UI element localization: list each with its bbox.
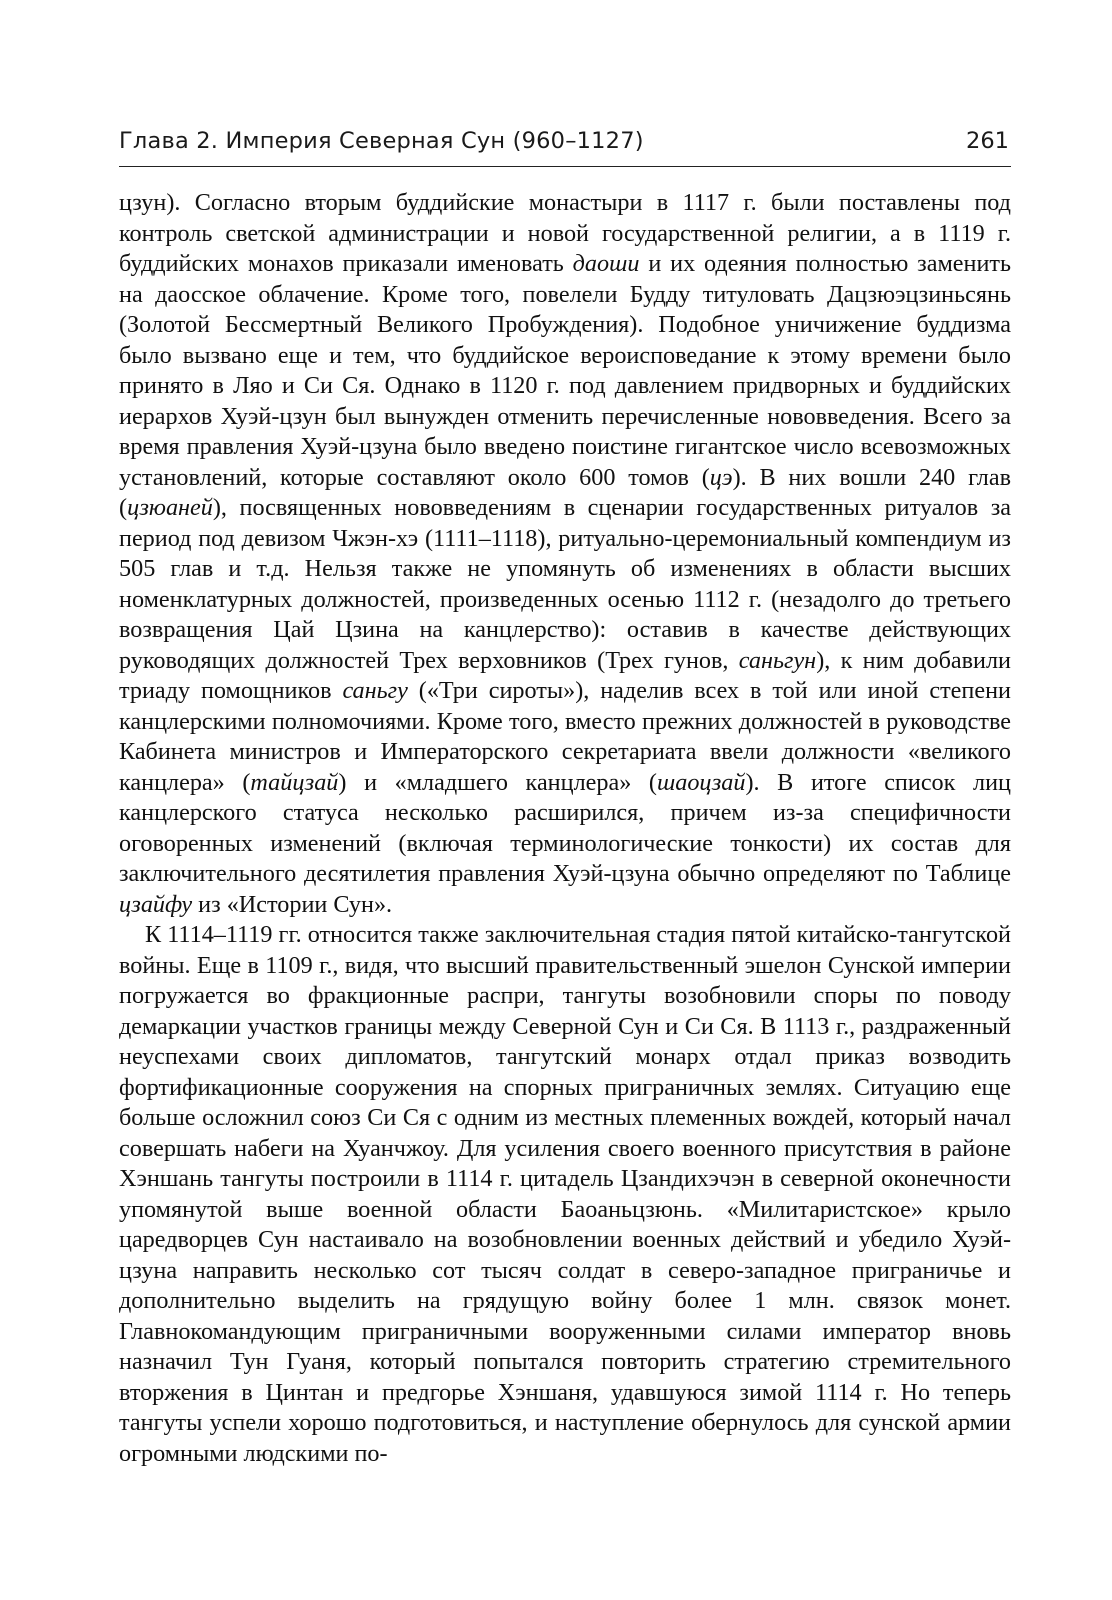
text-run: ). В них вошли 240 глав (	[119, 463, 1011, 521]
body-text	[119, 188, 1011, 1469]
text-run: и их одеяния полностью заменить на даосское облачение. Кроме того, повелели Будду титуловать Дацзюэцзиньсянь (Золотой Бессмертный Великого Пробуждения). Подобное уничижение буддизма было вызвано еще и тем, что буддийское вероисповедание к этому времени было принято в Ляо и Си Ся. Однако в 1120 г. под давлением придворных и буддийских иерархов Хуэй-цзун был вынужден отменить перечисленные нововведения. Всего за время правления Хуэй-цзуна было введено поистине гигантское число всевозможных установлений, которые составляют около 600 томов (	[119, 250, 1012, 491]
italic-term: саньгун	[738, 646, 817, 674]
chapter-title: Глава 2. Империя Северная Сун (960–1127)	[119, 128, 644, 154]
italic-term: саньгу	[342, 677, 408, 704]
text-run: из «Истории Сун».	[192, 890, 393, 918]
text-run: («Три сироты»), наделив всех в той или иной степени канцлерскими полномочиями. Кроме того, вместо прежних должностей в руководстве Кабинета министров и Императорского секретариата ввели должности «великого канцлера» (	[119, 677, 1011, 796]
italic-term: тайцзай	[250, 768, 339, 796]
text-run: К 1114–1119 гг. относится также заключительная стадия пятой китайско-тангутской войны. Еще в 1109 г., видя, что высший правительственный эшелон Сунской империи погружается во фракционные распри, тангуты возобновили споры по поводу демаркации участков границы между Северной Сун и Си Ся. В 1113 г., раздраженный неуспехами своих дипломатов, тангутский монарх отдал приказ возводить фортификационные сооружения на спорных приграничных землях. Ситуацию еще больше осложнил союз Си Ся с одним из местных племенных вождей, который начал совершать набеги на Хуанчжоу. Для усиления своего военного присутствия в районе Хэншань тангуты построили в 1114 г. цитадель Цзандихэчэн в северной оконечности упомянутой выше военной области Баоаньцзюнь. «Милитаристское» крыло царедворцев Сун настаивало на возобновлении военных действий и убедило Хуэй-цзуна направить несколько сот тысяч солдат в северо-западное приграничье и дополнительно выделить на грядущую войну более 1 млн. связок монет. Главнокомандующим приграничными вооруженными силами император вновь назначил Тун Гуаня, который попытался повторить стратегию стремительного вторжения в Цинтан и предгорье Хэншаня, удавшуюся зимой 1114 г. Но теперь тангуты успели хорошо подготовиться, и наступление обернулось для сунской армии огромными людскими по-	[119, 921, 1011, 1467]
italic-term: цзюаней	[127, 494, 213, 521]
italic-term: цзайфу	[119, 890, 193, 918]
header-rule	[119, 166, 1011, 167]
paragraph-1	[119, 188, 1011, 920]
text-run: ) и «младшего канцлера» (	[338, 768, 657, 796]
italic-term: даоши	[572, 250, 640, 277]
italic-term: шаоцзай	[656, 768, 746, 796]
paragraph-2	[119, 920, 1011, 1469]
italic-term: цэ	[709, 463, 733, 491]
page-number: 261	[966, 128, 1009, 154]
text-run: цзун). Согласно вторым буддийские монастыри в 1117 г. были поставлены под контроль светской администрации и новой государственной религии, а в 1119 г. буддийских монахов приказали именовать	[119, 189, 1011, 277]
text-run: ), посвященных нововведениям в сценарии государственных ритуалов за период под девизом Чжэн-хэ (1111–1118), ритуально-церемониальный компендиум из 505 глав и т.д. Нельзя также не упомянуть об изменениях в области высших номенклатурных должностей, произведенных осенью 1112 г. (незадолго до третьего возвращения Цай Цзина на канцлерство): оставив в качестве действующих руководящих должностей Трех верховников (Трех гунов,	[119, 494, 1011, 674]
text-run: ), к ним добавили триаду помощников	[119, 646, 1011, 704]
text-run: ). В итоге список лиц канцлерского статуса несколько расширился, причем из-за специфичности оговоренных изменений (включая терминологические тонкости) их состав для заключительного десятилетия правления Хуэй-цзуна обычно определяют по Таблице	[119, 768, 1011, 887]
running-head	[119, 124, 1011, 164]
